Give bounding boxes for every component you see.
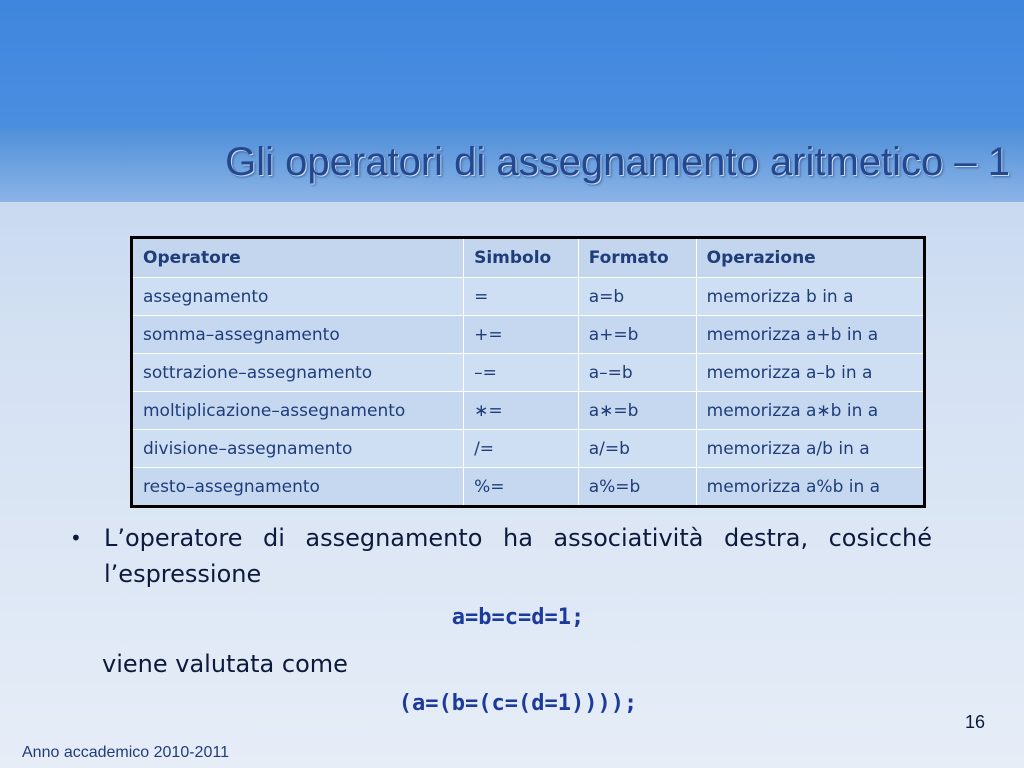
- operators-table: [130, 236, 926, 508]
- cell-simbolo: =: [464, 278, 579, 316]
- cell-formato: a%=b: [578, 468, 696, 507]
- header-operazione: Operazione: [696, 238, 924, 278]
- cell-operazione: memorizza b in a: [696, 278, 924, 316]
- table-header-row: [132, 238, 925, 278]
- cell-operatore: somma–assegnamento: [132, 316, 464, 354]
- table-row: [132, 316, 925, 354]
- cell-operatore: sottrazione–assegnamento: [132, 354, 464, 392]
- explanation-text: viene valutata come: [102, 650, 348, 678]
- table-row: [132, 354, 925, 392]
- cell-operazione: memorizza a/b in a: [696, 430, 924, 468]
- cell-formato: a/=b: [578, 430, 696, 468]
- footer-text: Anno accademico 2010-2011: [22, 744, 229, 761]
- table-row: [132, 430, 925, 468]
- cell-formato: a=b: [578, 278, 696, 316]
- cell-simbolo: /=: [464, 430, 579, 468]
- page-number: 16: [964, 712, 986, 732]
- cell-operatore: moltiplicazione–assegnamento: [132, 392, 464, 430]
- header-formato: Formato: [578, 238, 696, 278]
- bullet-item: [68, 520, 932, 592]
- cell-operazione: memorizza a–b in a: [696, 354, 924, 392]
- cell-operazione: memorizza a∗b in a: [696, 392, 924, 430]
- bullet-text: L’operatore di assegnamento ha associatività destra, cosicché l’espressione: [104, 524, 932, 588]
- cell-operatore: assegnamento: [132, 278, 464, 316]
- cell-operatore: divisione–assegnamento: [132, 430, 464, 468]
- cell-formato: a–=b: [578, 354, 696, 392]
- header-simbolo: Simbolo: [464, 238, 579, 278]
- cell-simbolo: –=: [464, 354, 579, 392]
- cell-operatore: resto–assegnamento: [132, 468, 464, 507]
- code-expression: a=b=c=d=1;: [451, 605, 585, 630]
- table-row: [132, 278, 925, 316]
- cell-operazione: memorizza a+b in a: [696, 316, 924, 354]
- table-row: [132, 392, 925, 430]
- slide-title: Gli operatori di assegnamento aritmetico – 1: [225, 140, 1010, 184]
- table-row: [132, 468, 925, 507]
- bullet-icon: •: [70, 526, 82, 550]
- slide-body: [68, 520, 932, 718]
- cell-formato: a+=b: [578, 316, 696, 354]
- cell-simbolo: ∗=: [464, 392, 579, 430]
- cell-simbolo: +=: [464, 316, 579, 354]
- cell-operazione: memorizza a%b in a: [696, 468, 924, 507]
- cell-formato: a∗=b: [578, 392, 696, 430]
- cell-simbolo: %=: [464, 468, 579, 507]
- code-evaluation: (a=(b=(c=(d=1))));: [398, 691, 638, 716]
- header-operatore: Operatore: [132, 238, 464, 278]
- top-decorative-band: [0, 0, 1024, 128]
